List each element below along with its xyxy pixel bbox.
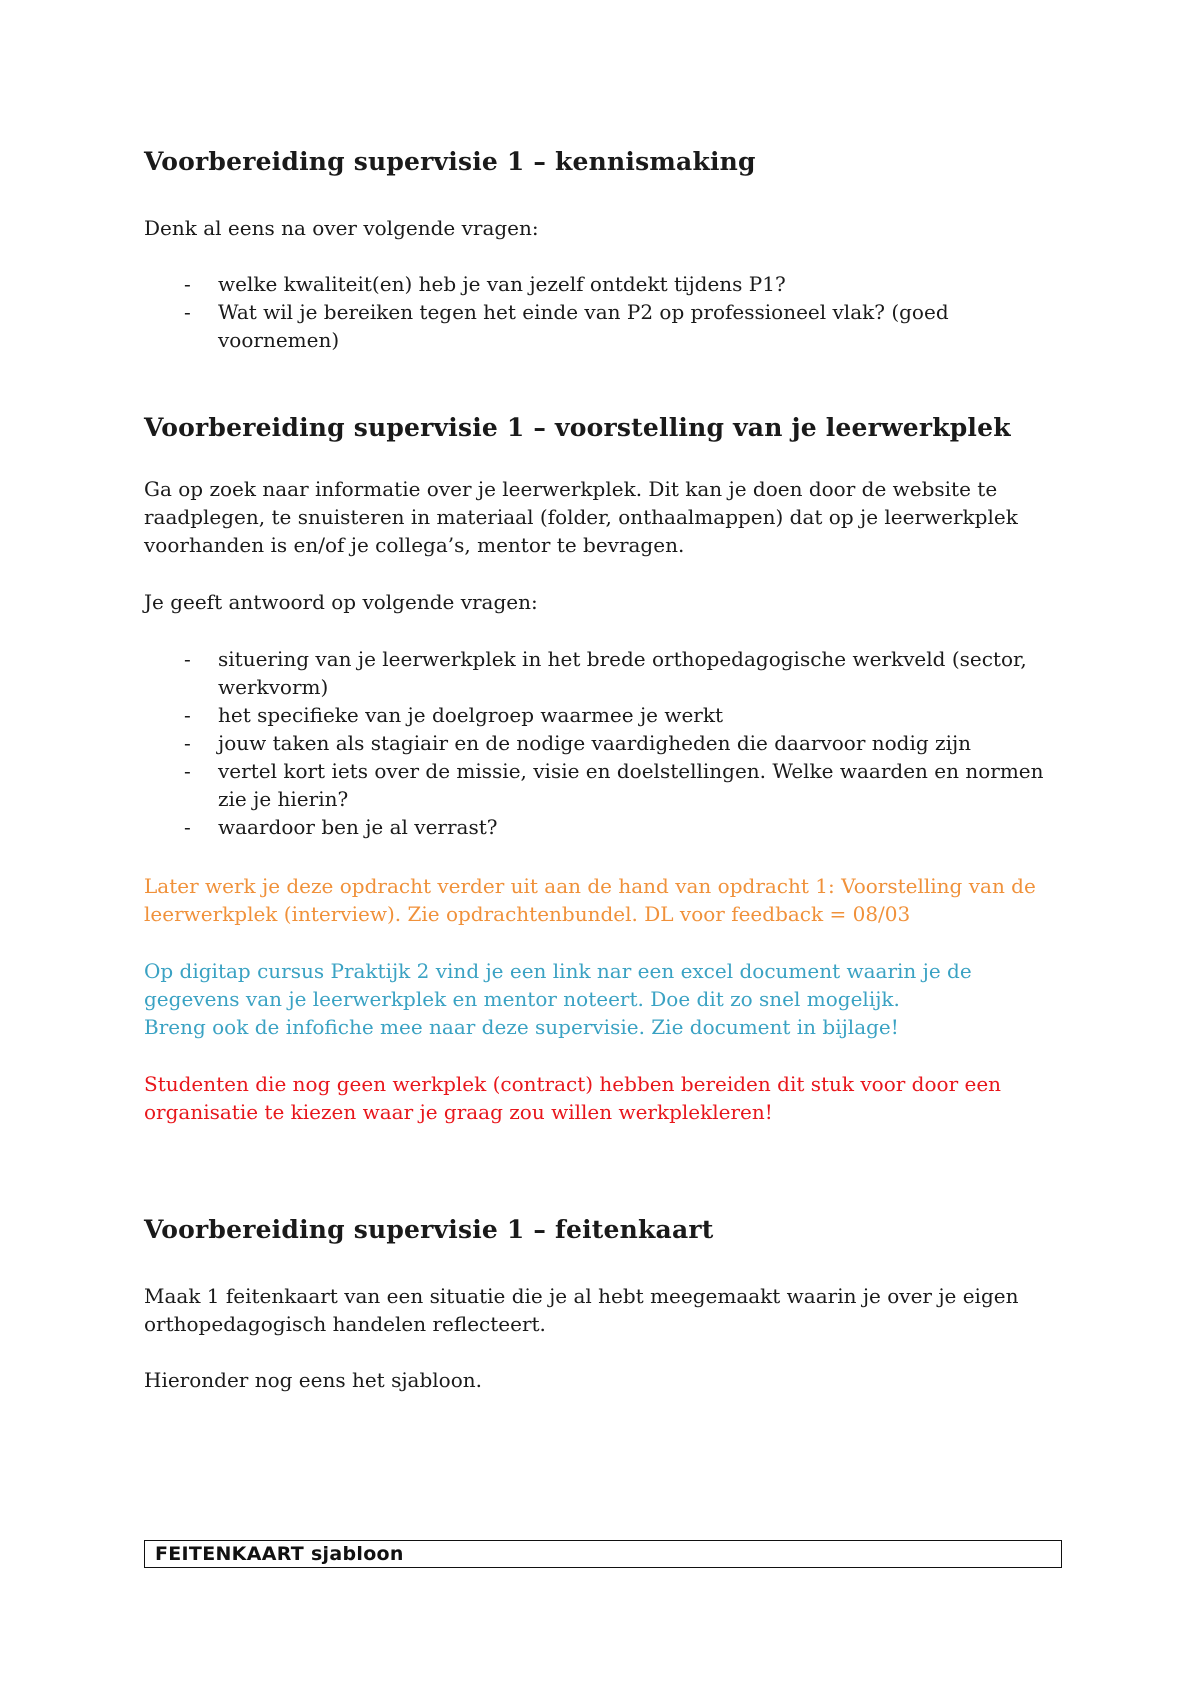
questions-kennismaking xyxy=(144,270,1064,354)
note-infofiche: Breng ook de infofiche mee naar deze supervisie. Zie document in bijlage! xyxy=(144,1015,899,1039)
feitenkaart-template-header xyxy=(144,1540,1062,1568)
list-item: - waardoor ben je al verrast? xyxy=(144,813,1064,841)
heading-feitenkaart: Voorbereiding supervisie 1 – feitenkaart xyxy=(144,1215,714,1244)
list-item: - welke kwaliteit(en) heb je van jezelf ontdekt tijdens P1? xyxy=(144,270,1064,298)
heading-leerwerkplek: Voorbereiding supervisie 1 – voorstelling van je leerwerkplek xyxy=(144,413,1011,442)
note-digitap-excel: Op digitap cursus Praktijk 2 vind je een link nar een excel document waarin je de gegevens van je leerwerkplek en mentor noteert. Doe dit zo snel mogelijk. xyxy=(144,959,972,1011)
questions-intro-leerwerkplek: Je geeft antwoord op volgende vragen: xyxy=(144,590,538,614)
intro-leerwerkplek: Ga op zoek naar informatie over je leerwerkplek. Dit kan je doen door de website te raadplegen, te snuisteren in materiaal (folder, onthaalmappen) dat op je leerwerkplek voorhanden is en/of je collega’s, mentor te bevragen. xyxy=(144,477,1018,557)
list-item: - het specifieke van je doelgroep waarmee je werkt xyxy=(144,701,1064,729)
template-title: FEITENKAART sjabloon xyxy=(155,1543,404,1565)
list-item: - situering van je leerwerkplek in het brede orthopedagogische werkveld (sector, werkvorm) xyxy=(144,645,1064,701)
outro-feitenkaart: Hieronder nog eens het sjabloon. xyxy=(144,1368,482,1392)
list-item: - jouw taken als stagiair en de nodige vaardigheden die daarvoor nodig zijn xyxy=(144,729,1064,757)
questions-leerwerkplek xyxy=(144,645,1064,841)
heading-kennismaking: Voorbereiding supervisie 1 – kennismaking xyxy=(144,147,756,176)
intro-kennismaking: Denk al eens na over volgende vragen: xyxy=(144,216,539,240)
note-geen-werkplek: Studenten die nog geen werkplek (contract) hebben bereiden dit stuk voor door een organisatie te kiezen waar je graag zou willen werkplekleren! xyxy=(144,1072,1002,1124)
list-item: - Wat wil je bereiken tegen het einde van P2 op professioneel vlak? (goed voornemen) xyxy=(144,298,1064,354)
note-opdracht-interview: Later werk je deze opdracht verder uit aan de hand van opdracht 1: Voorstelling van de leerwerkplek (interview). Zie opdrachtenbundel. DL voor feedback = 08/03 xyxy=(144,874,1036,926)
intro-feitenkaart: Maak 1 feitenkaart van een situatie die je al hebt meegemaakt waarin je over je eigen orthopedagogisch handelen reflecteert. xyxy=(144,1284,1019,1336)
list-item: - vertel kort iets over de missie, visie en doelstellingen. Welke waarden en normen zie je hierin? xyxy=(144,757,1064,813)
